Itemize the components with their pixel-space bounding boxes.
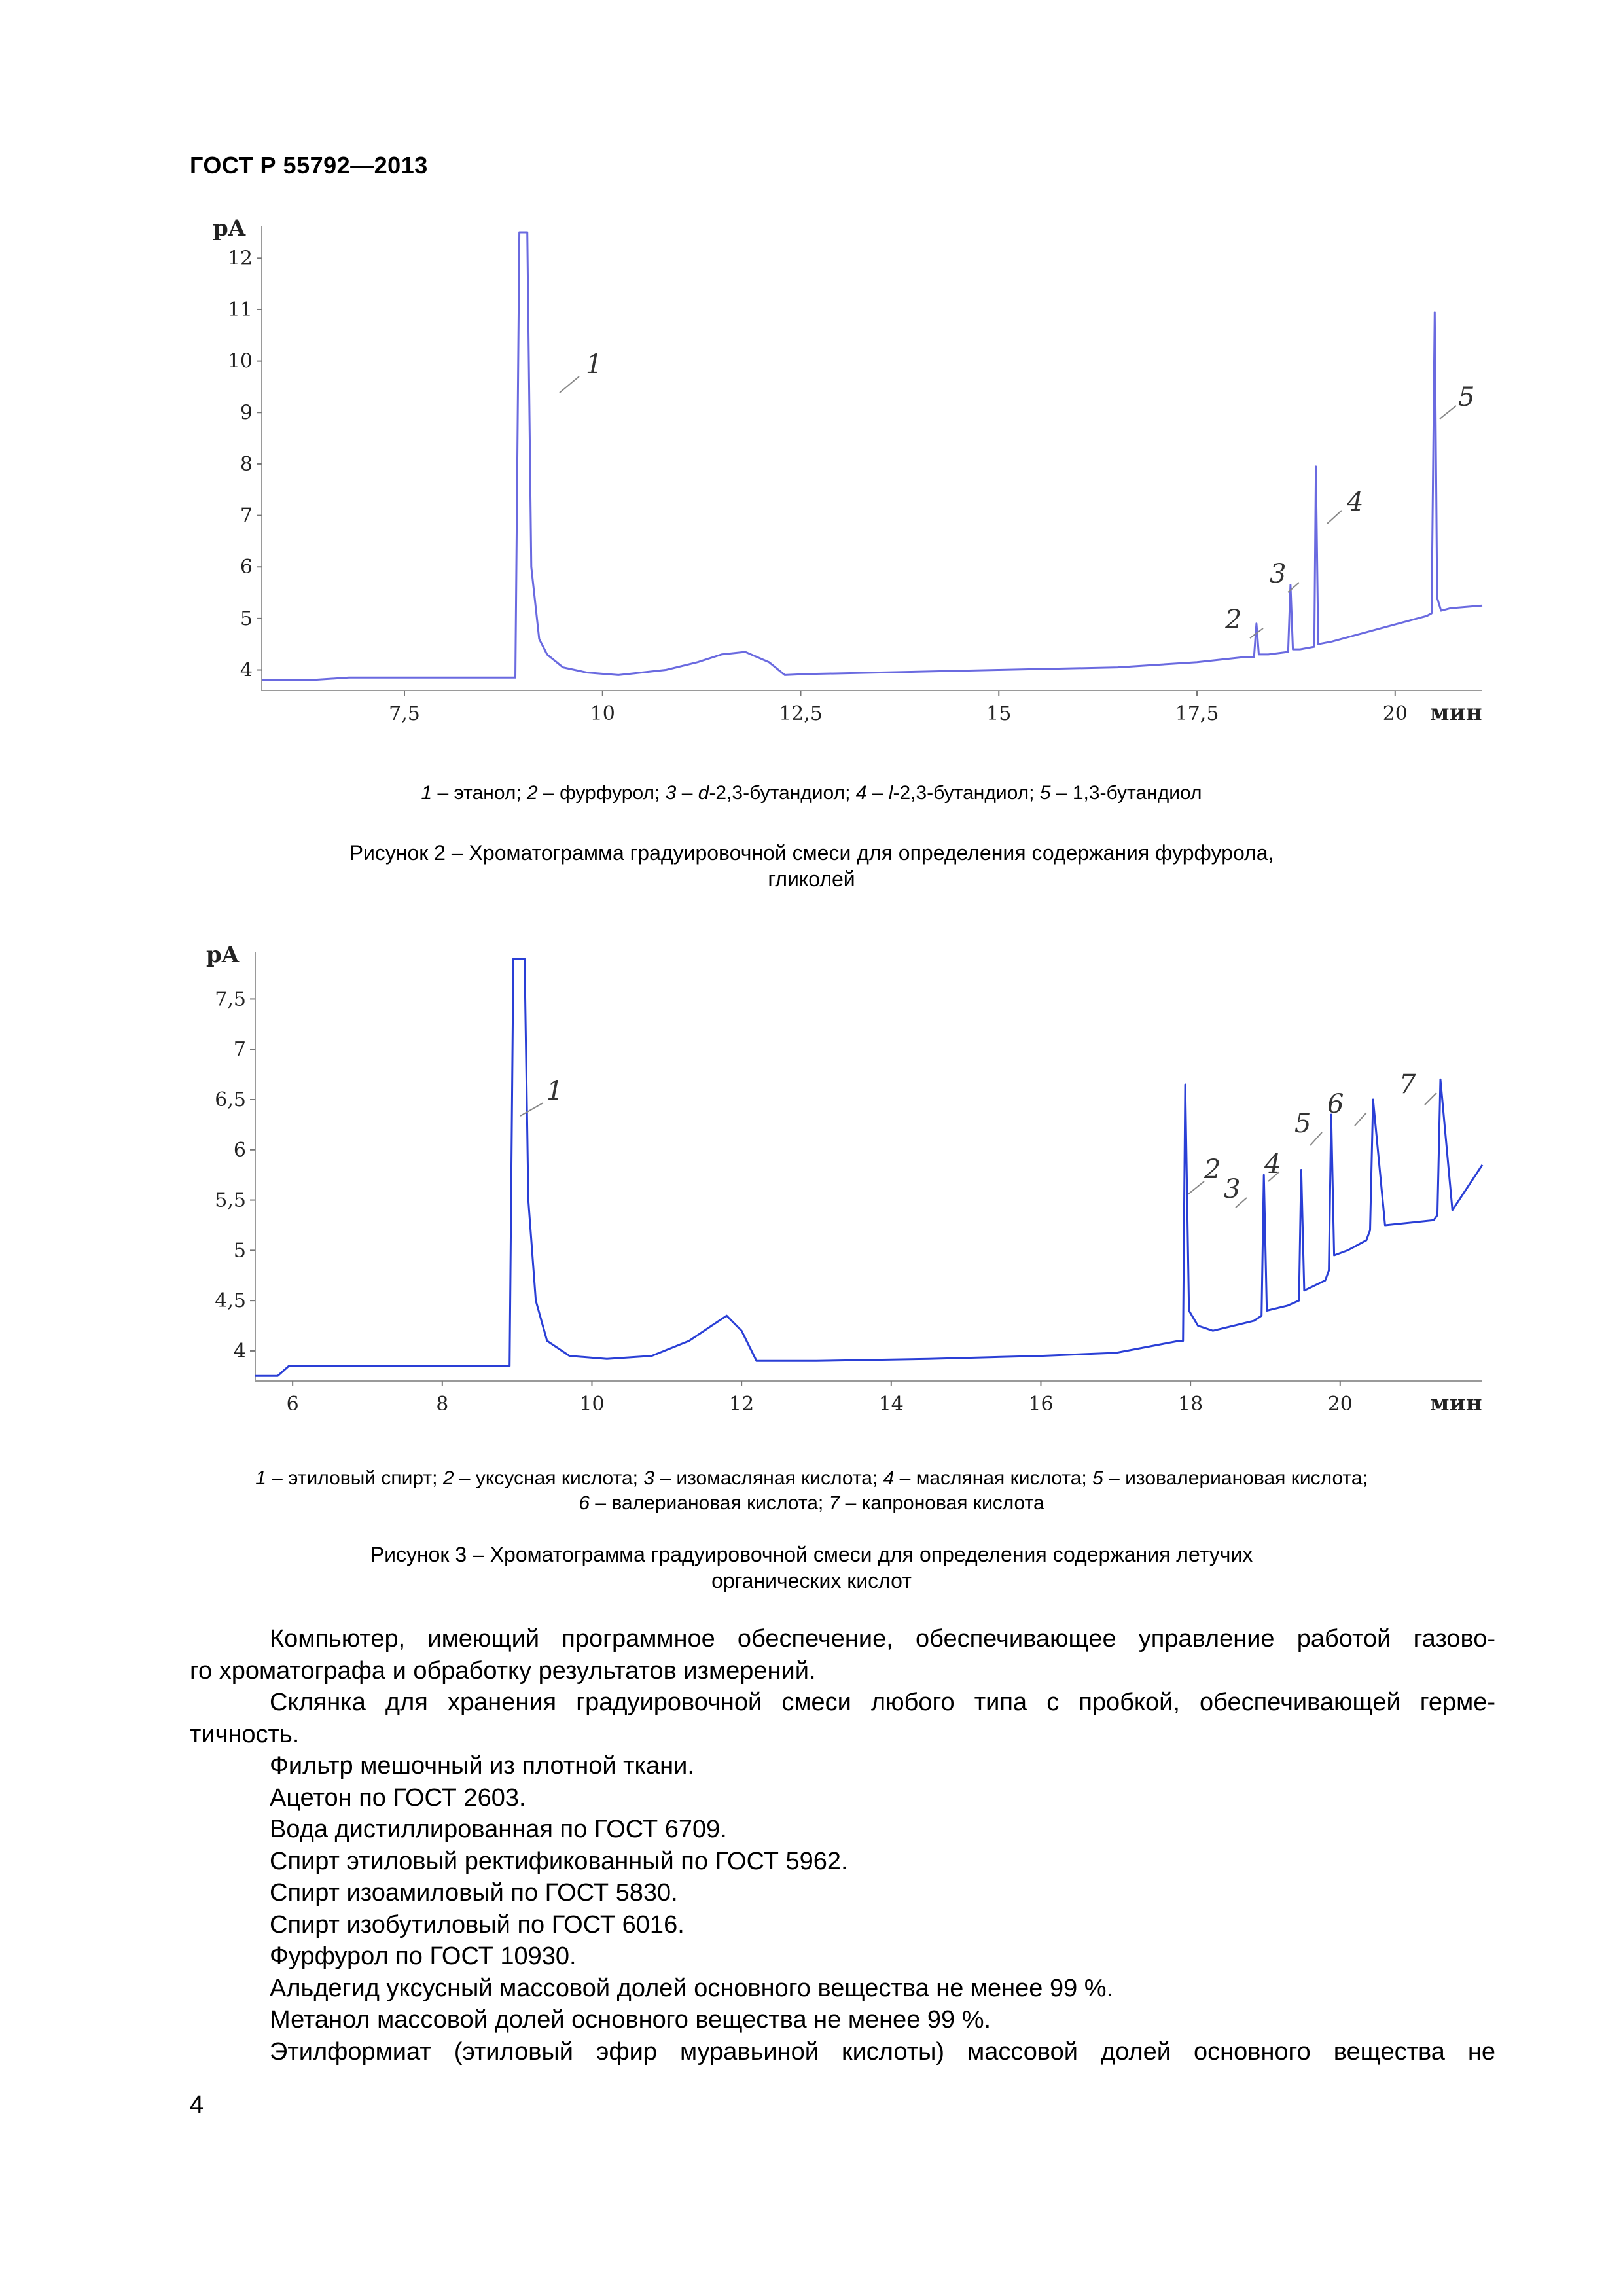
x-tick-label: 15 (986, 702, 1012, 725)
y-tick-label: 4,5 (215, 1289, 246, 1313)
y-tick-label: 6,5 (215, 1088, 246, 1111)
y-axis-label: pA (206, 942, 240, 968)
paragraph-continuation: тичность. (190, 1720, 300, 1748)
paragraph: Этилформиат (этиловый эфир муравьиной кислоты) массовой долей основного вещества не (270, 2037, 1495, 2066)
x-tick-label: 14 (878, 1393, 904, 1416)
peak-label: 4 (1264, 1149, 1281, 1179)
figure3-legend-line1: 1 – этиловый спирт; 2 – уксусная кислота; 3 – изомасляная кислота; 4 – масляная кислота; 5 – изовалериановая кислота; (255, 1467, 1368, 1489)
chromatogram-2 (0, 929, 1623, 1453)
y-tick-label: 5 (240, 607, 253, 630)
paragraph: Альдегид уксусный массовой долей основного вещества не менее 99 %. (270, 1974, 1114, 2002)
figure3-caption-line2: органических кислот (711, 1569, 912, 1592)
peak-leader-line (560, 376, 579, 393)
x-tick-label: 7,5 (389, 702, 420, 725)
x-tick-label: 20 (1327, 1393, 1353, 1416)
figure3-caption-line1: Рисунок 3 – Хроматограмма градуировочной смеси для определения содержания летучих (370, 1543, 1253, 1566)
paragraph: Склянка для хранения градуировочной смеси любого типа с пробкой, обеспечивающей герме- (270, 1689, 1495, 1716)
y-tick-label: 5,5 (215, 1189, 246, 1212)
peak-label: 2 (1204, 1155, 1221, 1185)
figure2-legend: 1 – этанол; 2 – фурфурол; 3 – d-2,3-бутандиол; 4 – l-2,3-бутандиол; 5 – 1,3-бутандиол (421, 782, 1202, 804)
peak-label: 3 (1270, 559, 1287, 589)
paragraph: Ацетон по ГОСТ 2603. (270, 1784, 526, 1812)
x-axis-label: мин (1430, 700, 1482, 726)
paragraph: Спирт этиловый ректификованный по ГОСТ 5962. (270, 1847, 848, 1875)
figure2-caption-line2: гликолей (768, 867, 855, 891)
chromatogram-trace (262, 232, 1482, 680)
y-axis-label: pA (213, 216, 246, 242)
peak-leader-line (1188, 1181, 1204, 1194)
figure3-chart (0, 929, 1623, 1453)
x-tick-label: 10 (579, 1393, 605, 1416)
peak-leader-line (1310, 1132, 1322, 1145)
y-tick-label: 7 (233, 1038, 246, 1062)
chromatogram-trace (255, 959, 1482, 1376)
paragraph: Фурфурол по ГОСТ 10930. (270, 1943, 577, 1970)
paragraph: Спирт изобутиловый по ГОСТ 6016. (270, 1910, 685, 1939)
y-tick-label: 7 (240, 504, 253, 528)
peak-leader-line (1355, 1113, 1366, 1126)
paragraph: Метанол массовой долей основного вещества не менее 99 %. (270, 2006, 991, 2034)
x-tick-label: 12,5 (779, 702, 823, 725)
x-axis-label: мин (1430, 1390, 1482, 1416)
peak-label: 1 (546, 1076, 563, 1106)
paragraph-continuation: го хроматографа и обработку результатов измерений. (190, 1657, 816, 1685)
figure2-caption (0, 840, 1623, 892)
peak-label: 2 (1225, 605, 1242, 635)
paragraph: Компьютер, имеющий программное обеспечение, обеспечивающее управление работой газово- (270, 1625, 1495, 1653)
y-tick-label: 6 (240, 556, 253, 579)
y-tick-label: 6 (233, 1138, 246, 1162)
figure3-legend-line2: 6 – валериановая кислота; 7 – капроновая кислота (579, 1492, 1044, 1514)
peak-label: 1 (586, 350, 603, 380)
peak-label: 4 (1347, 487, 1364, 517)
y-tick-label: 10 (227, 350, 253, 373)
y-tick-label: 11 (227, 298, 253, 321)
x-tick-label: 20 (1382, 702, 1408, 725)
figure3-legend (0, 1466, 1623, 1516)
y-tick-label: 12 (227, 247, 253, 270)
chromatogram-1 (0, 216, 1623, 740)
x-tick-label: 8 (436, 1393, 449, 1416)
peak-leader-line (1440, 406, 1456, 419)
figure2-caption-line1: Рисунок 2 – Хроматограмма градуировочной смеси для определения содержания фурфурола, (349, 841, 1274, 865)
y-tick-label: 5 (233, 1239, 246, 1263)
y-tick-label: 4 (233, 1339, 246, 1363)
figure3-caption (0, 1541, 1623, 1594)
peak-label: 5 (1458, 382, 1475, 412)
x-tick-label: 17,5 (1175, 702, 1219, 725)
paragraph: Фильтр мешочный из плотной ткани. (270, 1752, 694, 1780)
x-tick-label: 12 (729, 1393, 755, 1416)
x-tick-label: 10 (590, 702, 615, 725)
peak-leader-line (1425, 1093, 1436, 1105)
peak-leader-line (520, 1103, 543, 1116)
figure2-chart (0, 216, 1623, 740)
x-tick-label: 6 (286, 1393, 299, 1416)
y-tick-label: 8 (240, 452, 253, 476)
peak-leader-line (1327, 511, 1342, 524)
peak-label: 3 (1224, 1174, 1241, 1204)
x-tick-label: 16 (1028, 1393, 1054, 1416)
y-tick-label: 9 (240, 401, 253, 425)
document-header: ГОСТ Р 55792—2013 (190, 152, 428, 179)
page-number: 4 (190, 2091, 204, 2119)
peak-label: 7 (1399, 1069, 1416, 1100)
x-tick-label: 18 (1178, 1393, 1204, 1416)
paragraph: Вода дистиллированная по ГОСТ 6709. (270, 1816, 727, 1843)
peak-label: 6 (1327, 1089, 1344, 1119)
paragraph: Спирт изоамиловый по ГОСТ 5830. (270, 1879, 678, 1907)
y-tick-label: 7,5 (215, 988, 246, 1011)
y-tick-label: 4 (240, 658, 253, 682)
peak-label: 5 (1294, 1109, 1311, 1139)
body-text (190, 1623, 1495, 2068)
